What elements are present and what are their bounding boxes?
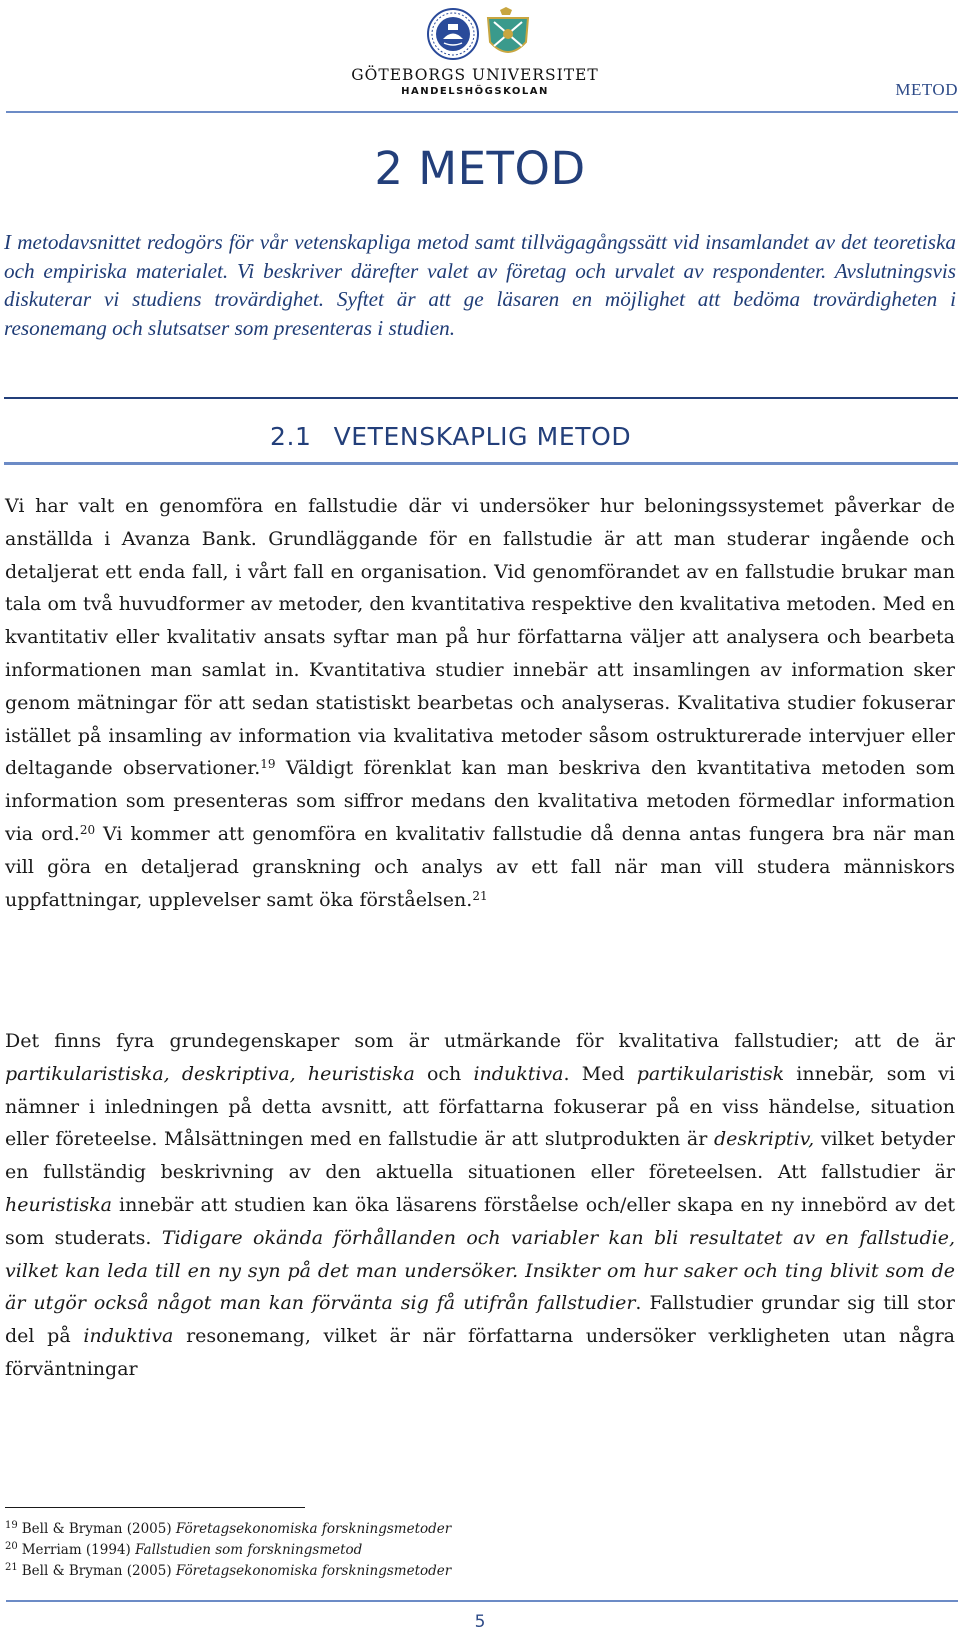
university-logos — [426, 6, 536, 62]
university-name: GÖTEBORGS UNIVERSITET — [351, 66, 599, 84]
footnote-20 — [5, 1540, 705, 1561]
p2-emphasis-deskriptiv: deskriptiv, — [713, 1128, 815, 1151]
school-emblem-icon — [480, 6, 536, 62]
chapter-title: 2 METOD — [374, 142, 586, 195]
footnote-source: Bell & Bryman (2005) — [21, 1563, 176, 1579]
p2-text-a: Det finns fyra grundegenskaper som är utmärkande för kvalitativa fallstudier; att de är — [5, 1030, 955, 1052]
paragraph-1-text-3: Vi kommer att genomföra en kvalitativ fallstudie då denna antas fungera bra när man vill göra en detaljerad granskning och analys av ett fall när man vill studera människors uppfattningar, upplevelser samt öka förståelsen. — [5, 822, 955, 911]
footnote-source: Bell & Bryman (2005) — [21, 1521, 176, 1537]
p2-emphasis-induktiva-2: induktiva — [83, 1325, 174, 1348]
running-head: METOD — [895, 80, 958, 99]
paragraph-2 — [5, 1025, 955, 1386]
footnote-source: Merriam (1994) — [21, 1542, 136, 1558]
page-header — [0, 0, 960, 112]
footnote-number: 19 — [5, 1520, 18, 1531]
footnote-ref-21[interactable]: 21 — [472, 888, 488, 903]
section-title: VETENSKAPLIG METOD — [333, 422, 632, 451]
paragraph-1-text-2: Väldigt förenklat kan man beskriva den kvantitativa metoden som information som presenteras som siffror medans den kvalitativa metoden förmedlar information via ord. — [5, 757, 955, 845]
p2-emphasis-heuristiska: heuristiska — [5, 1193, 112, 1216]
p2-text-i: vilket betyder en fullständig beskrivning av den aktuella situationen eller företeelsen. Att fallstudier är — [5, 1128, 955, 1184]
p2-text-k: innebär att studien kan öka läsarens förståelse och/eller skapa en ny innebörd av det som studerats. — [5, 1193, 955, 1249]
footer-rule — [6, 1600, 958, 1602]
footnote-19 — [5, 1519, 705, 1540]
p2-emphasis-partikularistisk: partikularistisk — [636, 1062, 785, 1085]
p2-emphasis-properties: partikularistiska, deskriptiva, heuristiska — [5, 1062, 415, 1085]
p2-emphasis-induktiva: induktiva — [473, 1062, 564, 1085]
school-name: HANDELSHÖGSKOLAN — [401, 86, 549, 97]
p2-text-c: och — [414, 1062, 474, 1085]
section-heading — [270, 422, 631, 451]
footnote-number: 20 — [5, 1541, 18, 1552]
p2-emphasis-quote: Tidigare okända förhållanden och variabler kan bli resultatet av en fallstudie, vilket kan leda till en ny syn på det man undersöker. Insikter om hur saker och ting blivit som de är utgör också något man kan förvänta sig få utifrån fallstudier — [5, 1226, 955, 1315]
footnote-ref-19[interactable]: 19 — [260, 757, 276, 772]
p2-text-m: . Fallstudier grundar sig till stor del på — [5, 1292, 955, 1348]
footnote-title: Företagsekonomiska forskningsmetoder — [175, 1563, 452, 1579]
section-rule-bottom — [4, 462, 958, 465]
header-rule — [6, 111, 958, 113]
footnote-21 — [5, 1561, 705, 1582]
section-rule-top — [4, 397, 958, 399]
section-number: 2.1 — [270, 422, 312, 451]
footnote-title: Fallstudien som forskningsmetod — [135, 1542, 363, 1558]
page-number: 5 — [474, 1612, 486, 1632]
footnote-ref-20[interactable]: 20 — [79, 822, 96, 837]
footnote-separator — [5, 1507, 305, 1508]
paragraph-1-text-1: Vi har valt en genomföra en fallstudie där vi undersöker hur beloningssystemet påverkar de anställda i Avanza Bank. Grundläggande för en fallstudie är att man studerar ingående och detaljerat ett enda fall, i vårt fall en organisation. Vid genomförandet av en fallstudie brukar man tala om två huvudformer av metoder, den kvantitativa respektive den kvalitativa metoden. Med en kvantitativ eller kvalitativ ansats syftar man på hur författarna väljer att analysera och bearbeta informationen man samlat in. Kvantitativa studier innebär att insamlingen av information sker genom mätningar för att sedan statistiskt bearbetas och analyseras. Kvalitativa studier fokuserar istället på insamling av information via kvalitativa metoder såsom ostrukturerade intervjuer eller deltagande observationer. — [5, 495, 955, 780]
p2-text-g: innebär, som vi nämner i inledningen på detta avsnitt, att författarna fokuserar på en viss händelse, situation eller företeelse. Målsättningen med en fallstudie är att slutprodukten är — [5, 1062, 955, 1151]
chapter-intro: I metodavsnittet redogörs för vår vetenskapliga metod samt tillvägagångssätt vid insamlandet av det teoretiska och empiriska materialet. Vi beskriver därefter valet av företag och urvalet av respondenter. Avslutningsvis diskuterar vi studiens trovärdighet. Syftet är att ge läsaren en möjlighet att bedöma trovärdigheten i resonemang och slutsatser som presenteras i studien. — [4, 230, 956, 340]
p2-text-o: resonemang, vilket är när författarna undersöker verkligheten utan några förväntningar — [5, 1325, 955, 1380]
paragraph-1 — [5, 490, 955, 916]
p2-text-e: . Med — [563, 1062, 637, 1085]
footnote-title: Företagsekonomiska forskningsmetoder — [175, 1521, 452, 1537]
footnotes — [5, 1519, 705, 1582]
footnote-number: 21 — [5, 1562, 18, 1573]
